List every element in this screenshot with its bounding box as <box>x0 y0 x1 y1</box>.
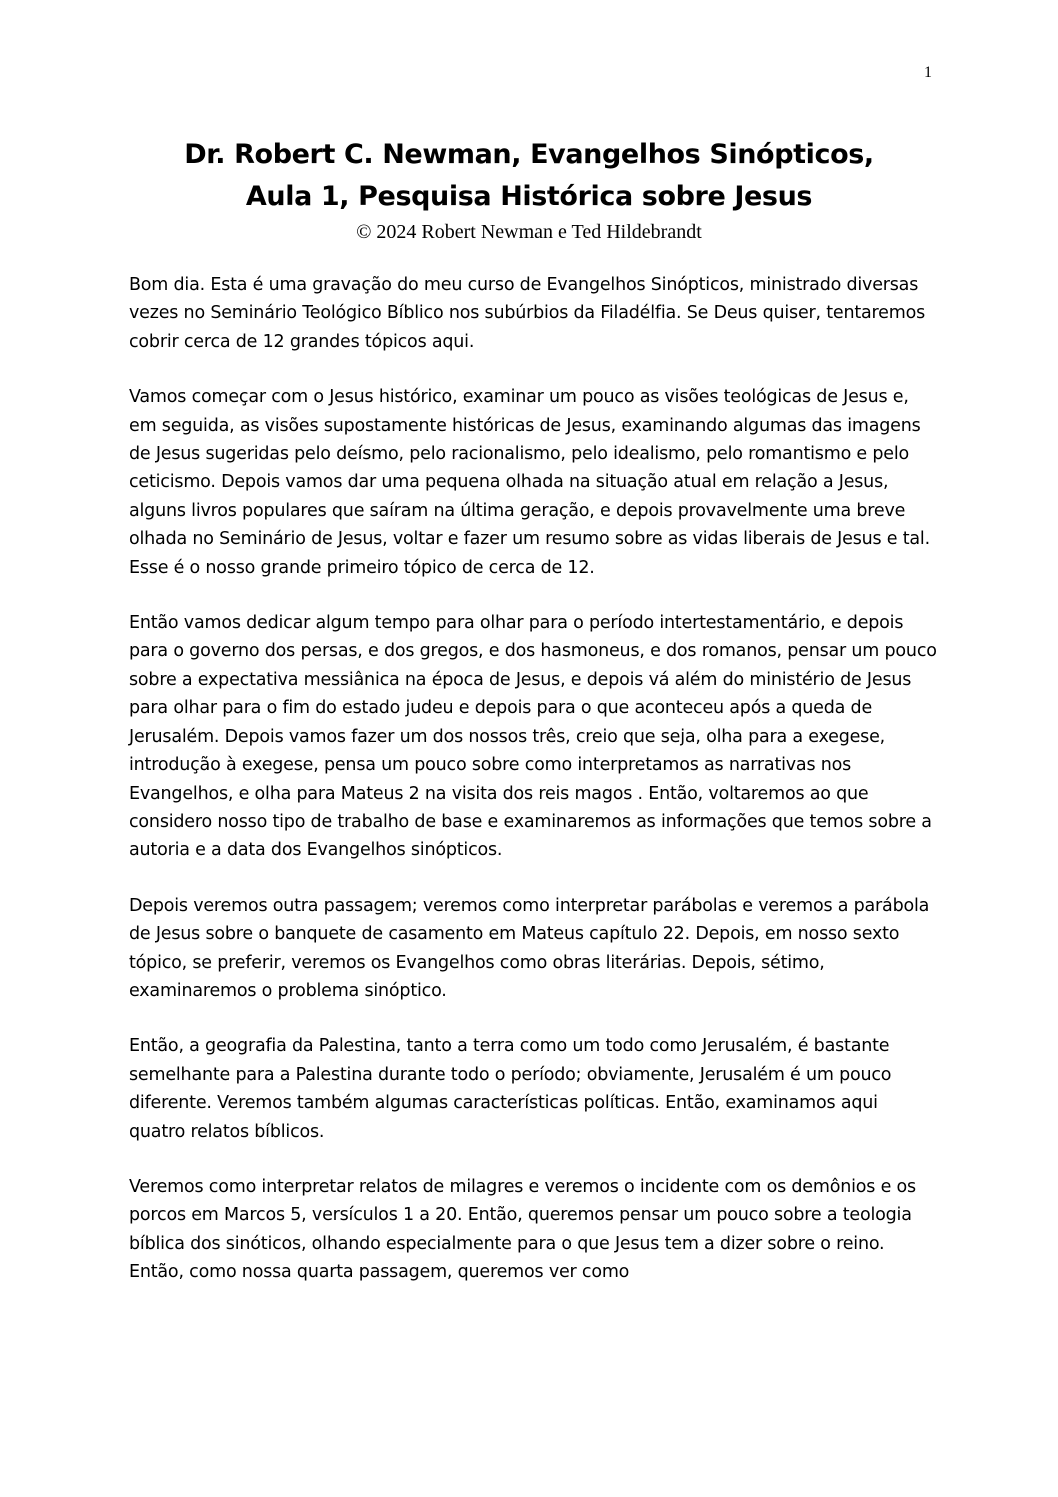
document-header <box>0 134 1058 244</box>
paragraph-2: Vamos começar com o Jesus histórico, examinar um pouco as visões teológicas de Jesus e, em seguida, as visões supostamente históricas de Jesus, examinando algumas das imagens de Jesus sugeridas pelo deísmo, pelo racionalismo, pelo idealismo, pelo romantismo e pelo ceticismo. Depois vamos dar uma pequena olhada na situação atual em relação a Jesus, alguns livros populares que saíram na última geração, e depois provavelmente uma breve olhada no Seminário de Jesus, voltar e fazer um resumo sobre as vidas liberais de Jesus e tal. Esse é o nosso grande primeiro tópico de cerca de 12. <box>129 387 930 578</box>
paragraph-4: Depois veremos outra passagem; veremos como interpretar parábolas e veremos a parábola de Jesus sobre o banquete de casamento em Mateus capítulo 22. Depois, em nosso sexto tópico, se preferir, veremos os Evangelhos como obras literárias. Depois, sétimo, examinaremos o problema sinóptico. <box>129 895 930 1001</box>
document-title-line-1: Dr. Robert C. Newman, Evangelhos Sinópticos, <box>184 139 874 170</box>
copyright-notice: © 2024 Robert Newman e Ted Hildebrandt <box>356 221 702 243</box>
document-title-line-2: Aula 1, Pesquisa Histórica sobre Jesus <box>245 181 813 212</box>
page-number: 1 <box>924 64 932 81</box>
paragraph-6: Veremos como interpretar relatos de milagres e veremos o incidente com os demônios e os porcos em Marcos 5, versículos 1 a 20. Então, queremos pensar um pouco sobre a teologia bíblica dos sinóticos, olhando especialmente para o que Jesus tem a dizer sobre o reino. Então, como nossa quarta passagem, queremos ver como <box>129 1176 916 1283</box>
document-body <box>129 271 937 1314</box>
paragraph-3: Então vamos dedicar algum tempo para olhar para o período intertestamentário, e depois para o governo dos persas, e dos gregos, e dos hasmoneus, e dos romanos, pensar um pouco sobre a expectativa messiânica na época de Jesus, e depois vá além do ministério de Jesus para olhar para o fim do estado judeu e depois para o que aconteceu após a queda de Jerusalém. Depois vamos fazer um dos nossos três, creio que seja, olha para a exegese, introdução à exegese, pensa um pouco sobre como interpretamos as narrativas nos Evangelhos, e olha para Mateus 2 na visita dos reis magos . Então, voltaremos ao que considero nosso tipo de trabalho de base e examinaremos as informações que temos sobre a autoria e a data dos Evangelhos sinópticos. <box>129 613 937 861</box>
paragraph-5: Então, a geografia da Palestina, tanto a terra como um todo como Jerusalém, é bastante semelhante para a Palestina durante todo o período; obviamente, Jerusalém é um pouco diferente. Veremos também algumas características políticas. Então, examinamos aqui quatro relatos bíblicos. <box>129 1036 892 1142</box>
paragraph-1: Bom dia. Esta é uma gravação do meu curso de Evangelhos Sinópticos, ministrado diversas vezes no Seminário Teológico Bíblico nos subúrbios da Filadélfia. Se Deus quiser, tentaremos cobrir cerca de 12 grandes tópicos aqui. <box>129 275 926 352</box>
